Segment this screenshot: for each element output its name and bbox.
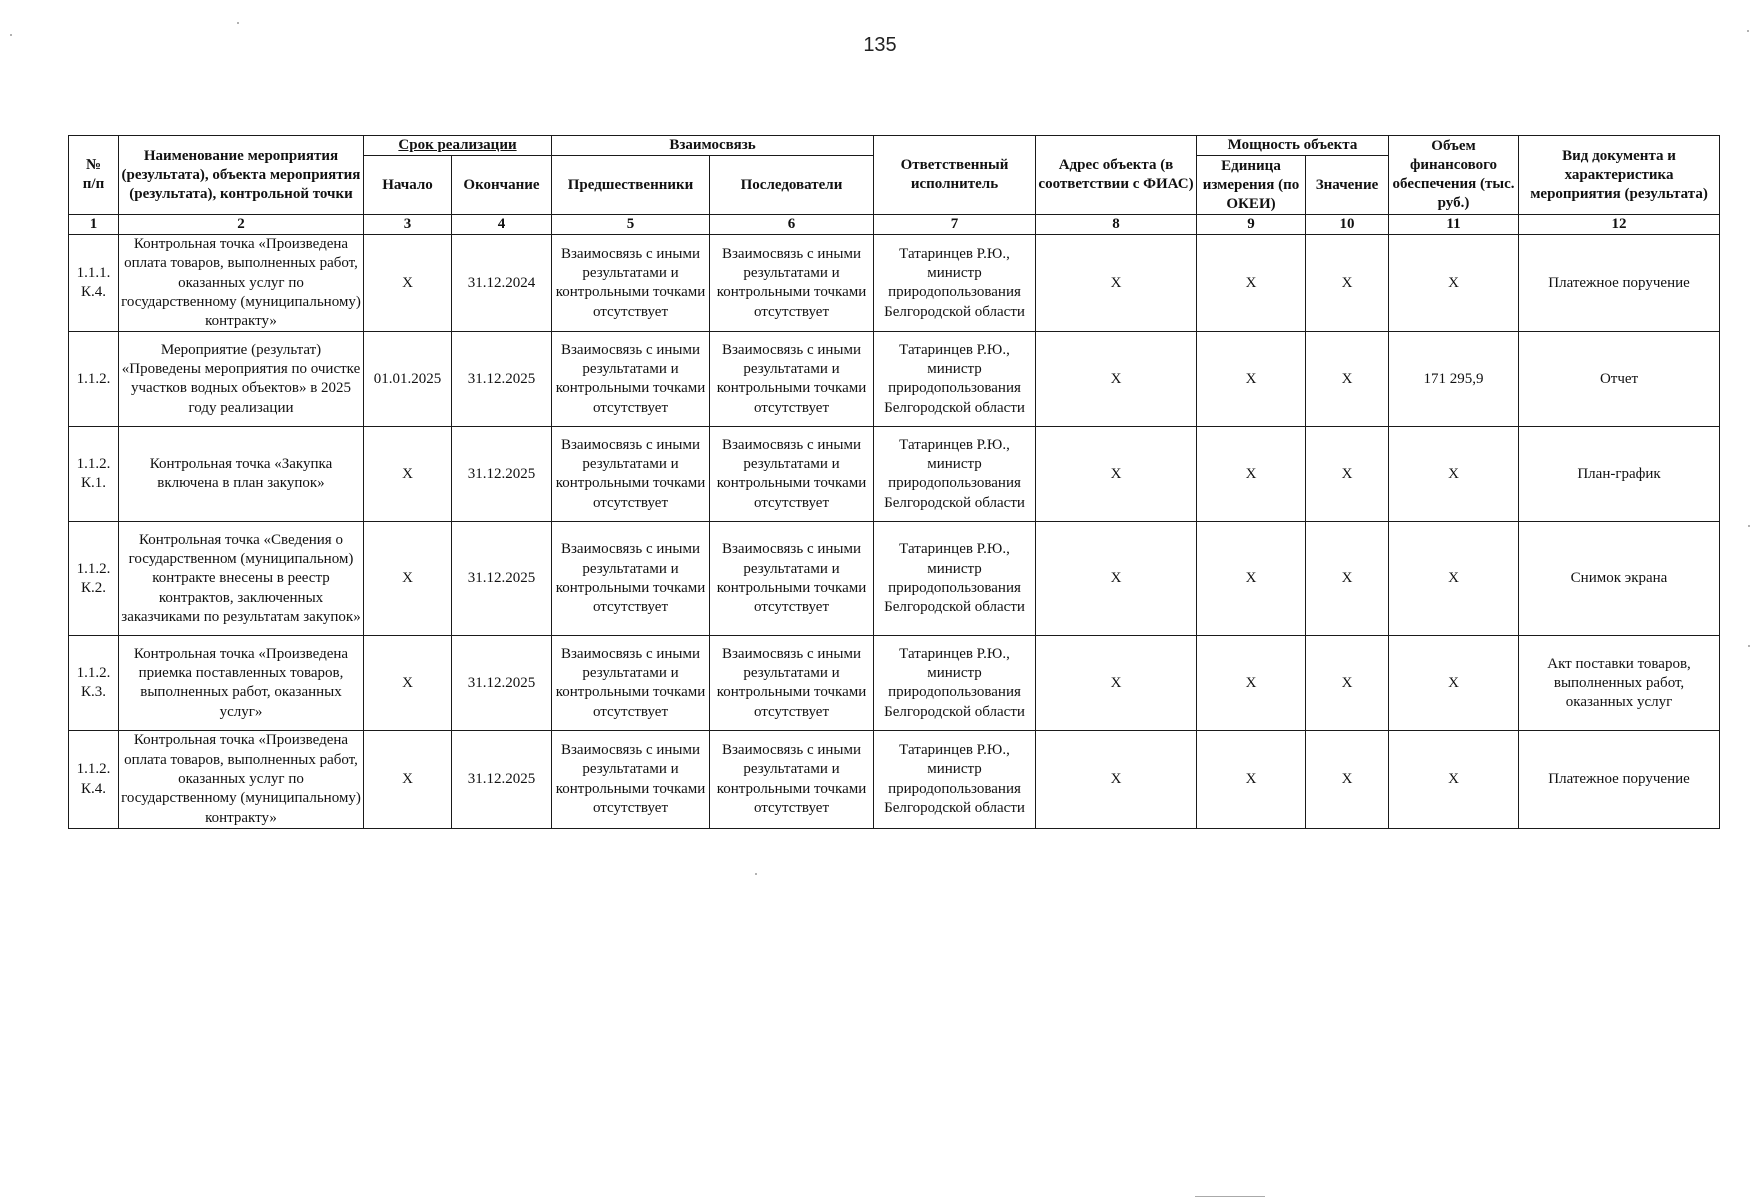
header-link-next: Последователи (710, 156, 874, 215)
row-unit-cell: X (1197, 522, 1306, 636)
row-address-cell: X (1036, 522, 1197, 636)
row-value-cell: X (1306, 332, 1389, 427)
row-end-cell: 31.12.2025 (452, 522, 552, 636)
row-document-cell: План-график (1519, 427, 1720, 522)
row-start-cell: X (364, 636, 452, 731)
row-address-cell: X (1036, 235, 1197, 332)
row-responsible-cell: Татаринцев Р.Ю., министр природопользования Белгородской области (874, 332, 1036, 427)
row-predecessors-cell: Взаимосвязь с иными результатами и контрольными точками отсутствует (552, 522, 710, 636)
row-value-cell: X (1306, 636, 1389, 731)
header-capacity-unit: Единица измерения (по ОКЕИ) (1197, 156, 1306, 215)
row-end-cell: 31.12.2025 (452, 636, 552, 731)
row-unit-cell: X (1197, 636, 1306, 731)
row-unit-cell: X (1197, 332, 1306, 427)
column-number: 3 (364, 215, 452, 235)
row-finance-cell: X (1389, 522, 1519, 636)
row-address-cell: X (1036, 731, 1197, 828)
table-row (69, 332, 1720, 427)
row-successors-cell: Взаимосвязь с иными результатами и контрольными точками отсутствует (710, 332, 874, 427)
row-number-cell: 1.1.2. К.2. (69, 522, 119, 636)
row-start-cell: X (364, 731, 452, 828)
row-successors-cell: Взаимосвязь с иными результатами и контрольными точками отсутствует (710, 522, 874, 636)
table-row (69, 235, 1720, 332)
row-end-cell: 31.12.2025 (452, 731, 552, 828)
row-successors-cell: Взаимосвязь с иными результатами и контрольными точками отсутствует (710, 731, 874, 828)
row-address-cell: X (1036, 427, 1197, 522)
row-value-cell: X (1306, 427, 1389, 522)
scan-speck (1748, 525, 1750, 527)
column-number: 5 (552, 215, 710, 235)
row-value-cell: X (1306, 731, 1389, 828)
row-finance-cell: X (1389, 235, 1519, 332)
row-responsible-cell: Татаринцев Р.Ю., министр природопользования Белгородской области (874, 427, 1036, 522)
row-start-cell: X (364, 235, 452, 332)
scan-speck (237, 22, 239, 24)
column-number-row (69, 215, 1720, 235)
scan-speck (755, 873, 757, 875)
row-address-cell: X (1036, 332, 1197, 427)
column-number: 11 (1389, 215, 1519, 235)
header-finance: Объем финансового обеспечения (тыс. руб.) (1389, 136, 1519, 215)
row-predecessors-cell: Взаимосвязь с иными результатами и контрольными точками отсутствует (552, 235, 710, 332)
row-responsible-cell: Татаринцев Р.Ю., министр природопользования Белгородской области (874, 522, 1036, 636)
row-document-cell: Платежное поручение (1519, 235, 1720, 332)
row-unit-cell: X (1197, 235, 1306, 332)
column-number: 4 (452, 215, 552, 235)
header-capacity-value: Значение (1306, 156, 1389, 215)
header-term-start: Начало (364, 156, 452, 215)
row-responsible-cell: Татаринцев Р.Ю., министр природопользования Белгородской области (874, 235, 1036, 332)
row-end-cell: 31.12.2025 (452, 332, 552, 427)
header-num: № п/п (69, 136, 119, 215)
row-document-cell: Акт поставки товаров, выполненных работ, оказанных услуг (1519, 636, 1720, 731)
table-row (69, 427, 1720, 522)
row-document-cell: Платежное поручение (1519, 731, 1720, 828)
column-number: 1 (69, 215, 119, 235)
row-successors-cell: Взаимосвязь с иными результатами и контрольными точками отсутствует (710, 235, 874, 332)
column-number: 12 (1519, 215, 1720, 235)
row-unit-cell: X (1197, 731, 1306, 828)
table-row (69, 731, 1720, 828)
row-name-cell: Контрольная точка «Закупка включена в план закупок» (119, 427, 364, 522)
row-responsible-cell: Татаринцев Р.Ю., министр природопользования Белгородской области (874, 636, 1036, 731)
row-predecessors-cell: Взаимосвязь с иными результатами и контрольными точками отсутствует (552, 332, 710, 427)
scan-speck (1747, 30, 1749, 32)
row-document-cell: Отчет (1519, 332, 1720, 427)
row-unit-cell: X (1197, 427, 1306, 522)
header-capacity-group: Мощность объекта (1197, 136, 1389, 156)
column-number: 10 (1306, 215, 1389, 235)
row-finance-cell: X (1389, 636, 1519, 731)
row-finance-cell: X (1389, 731, 1519, 828)
column-number: 7 (874, 215, 1036, 235)
row-value-cell: X (1306, 522, 1389, 636)
row-finance-cell: 171 295,9 (1389, 332, 1519, 427)
row-number-cell: 1.1.2. К.4. (69, 731, 119, 828)
row-number-cell: 1.1.2. К.3. (69, 636, 119, 731)
header-name: Наименование мероприятия (результата), объекта мероприятия (результата), контрольной точки (119, 136, 364, 215)
row-start-cell: 01.01.2025 (364, 332, 452, 427)
row-predecessors-cell: Взаимосвязь с иными результатами и контрольными точками отсутствует (552, 636, 710, 731)
row-predecessors-cell: Взаимосвязь с иными результатами и контрольными точками отсутствует (552, 731, 710, 828)
scan-speck (1748, 645, 1750, 647)
row-end-cell: 31.12.2025 (452, 427, 552, 522)
header-responsible: Ответственный исполнитель (874, 136, 1036, 215)
row-number-cell: 1.1.1. К.4. (69, 235, 119, 332)
header-link-prev: Предшественники (552, 156, 710, 215)
row-name-cell: Контрольная точка «Сведения о государственном (муниципальном) контракте внесены в реестр контрактов, заключенных заказчиками по результатам закупок» (119, 522, 364, 636)
row-successors-cell: Взаимосвязь с иными результатами и контрольными точками отсутствует (710, 636, 874, 731)
row-successors-cell: Взаимосвязь с иными результатами и контрольными точками отсутствует (710, 427, 874, 522)
row-name-cell: Контрольная точка «Произведена оплата товаров, выполненных работ, оказанных услуг по государственному (муниципальному) контракту» (119, 731, 364, 828)
row-name-cell: Контрольная точка «Произведена приемка поставленных товаров, выполненных работ, оказанных услуг» (119, 636, 364, 731)
column-number: 6 (710, 215, 874, 235)
scan-edge-line (1195, 1196, 1265, 1197)
row-start-cell: X (364, 522, 452, 636)
row-number-cell: 1.1.2. (69, 332, 119, 427)
header-row-top (69, 136, 1720, 156)
column-number: 9 (1197, 215, 1306, 235)
row-start-cell: X (364, 427, 452, 522)
header-doc-type: Вид документа и характеристика мероприятия (результата) (1519, 136, 1720, 215)
header-term-group: Срок реализации (364, 136, 552, 156)
table-row (69, 636, 1720, 731)
page-number: 135 (863, 34, 897, 56)
column-number: 8 (1036, 215, 1197, 235)
row-number-cell: 1.1.2. К.1. (69, 427, 119, 522)
row-end-cell: 31.12.2024 (452, 235, 552, 332)
plan-table (68, 135, 1720, 829)
header-link-group: Взаимосвязь (552, 136, 874, 156)
row-finance-cell: X (1389, 427, 1519, 522)
header-term-end: Окончание (452, 156, 552, 215)
row-name-cell: Контрольная точка «Произведена оплата товаров, выполненных работ, оказанных услуг по государственному (муниципальному) контракту» (119, 235, 364, 332)
row-value-cell: X (1306, 235, 1389, 332)
header-address: Адрес объекта (в соответствии с ФИАС) (1036, 136, 1197, 215)
row-document-cell: Снимок экрана (1519, 522, 1720, 636)
row-predecessors-cell: Взаимосвязь с иными результатами и контрольными точками отсутствует (552, 427, 710, 522)
row-responsible-cell: Татаринцев Р.Ю., министр природопользования Белгородской области (874, 731, 1036, 828)
row-address-cell: X (1036, 636, 1197, 731)
table-row (69, 522, 1720, 636)
column-number: 2 (119, 215, 364, 235)
row-name-cell: Мероприятие (результат) «Проведены мероприятия по очистке участков водных объектов» в 2025 году реализации (119, 332, 364, 427)
scan-speck (10, 34, 12, 36)
